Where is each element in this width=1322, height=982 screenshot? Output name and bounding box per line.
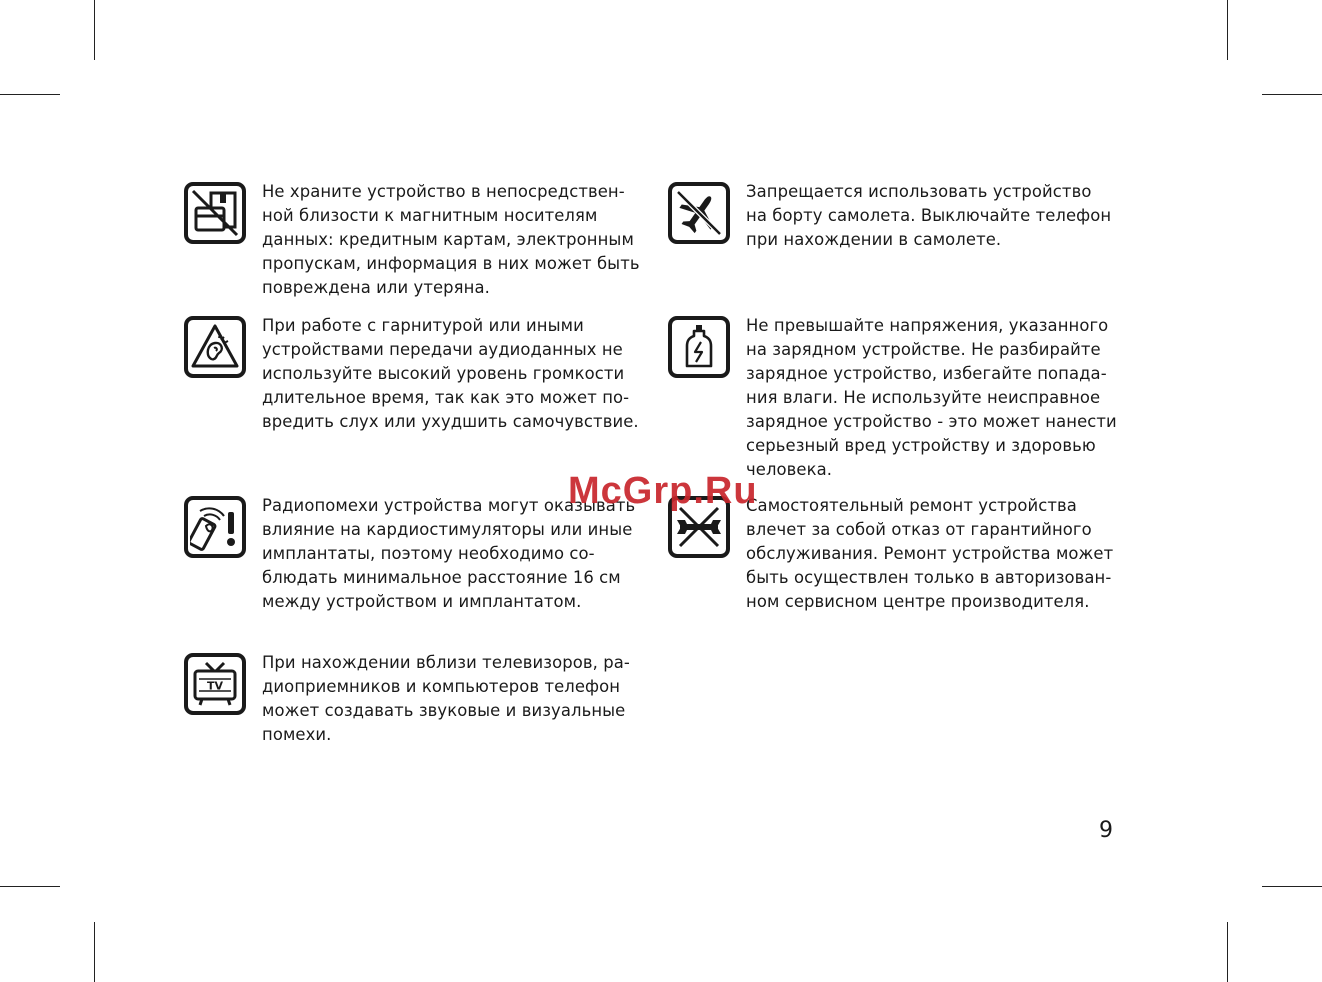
svg-text:TV: TV [206, 679, 224, 693]
crop-mark [1262, 94, 1322, 95]
crop-mark [0, 886, 60, 887]
charger-voltage-icon [668, 316, 730, 378]
safety-item-charger [668, 314, 1126, 482]
safety-item-airplane [668, 180, 1126, 252]
item-text: При работе с гарнитурой или иными устройствами передачи аудиоданных не используйте высокий уровень громкости длительное время, так как это может по- вредить слух или ухудшить самочувствие. [262, 316, 639, 431]
item-text: Радиопомехи устройства могут оказывать влияние на кардиостимуляторы или иные имплантаты, поэтому необходимо со- блюдать минимальное расстояние 16 см между устройством и имплантатом. [262, 496, 636, 611]
magnetic-card-prohibited-icon [184, 182, 246, 244]
pacemaker-interference-icon [184, 496, 246, 558]
hearing-warning-icon [184, 316, 246, 378]
safety-item-magnetic [184, 180, 652, 300]
item-text: Не превышайте напряжения, указанного на зарядном устройстве. Не разбирайте зарядное устройство, избегайте попада- ния влаги. Не используйте неисправное зарядное устройство - это может нанести серьезный вред устройству и здоровью человека. [746, 316, 1117, 479]
crop-mark [94, 922, 95, 982]
crop-mark [94, 0, 95, 60]
crop-mark [0, 94, 60, 95]
watermark: McGrp.Ru [568, 470, 758, 512]
item-text: Не храните устройство в непосредствен- ной близости к магнитным носителям данных: кредитным картам, электронным пропускам, информация в них может быть повреждена или утеряна. [262, 182, 640, 297]
crop-mark [1262, 886, 1322, 887]
item-text: Самостоятельный ремонт устройства влечет за собой отказ от гарантийного обслуживания. Ремонт устройства может быть осуществлен только в авторизован- ном сервисном центре производителя. [746, 496, 1114, 611]
crop-mark [1227, 922, 1228, 982]
item-text: Запрещается использовать устройство на борту самолета. Выключайте телефон при нахождении в самолете. [746, 182, 1112, 249]
airplane-prohibited-icon [668, 182, 730, 244]
item-text: При нахождении вблизи телевизоров, ра- диоприемников и компьютеров телефон может создавать звуковые и визуальные помехи. [262, 653, 630, 744]
safety-item-tv [184, 651, 652, 747]
crop-mark [1227, 0, 1228, 60]
tv-interference-icon [184, 653, 246, 715]
safety-item-hearing [184, 314, 652, 434]
page-number: 9 [1099, 818, 1113, 843]
